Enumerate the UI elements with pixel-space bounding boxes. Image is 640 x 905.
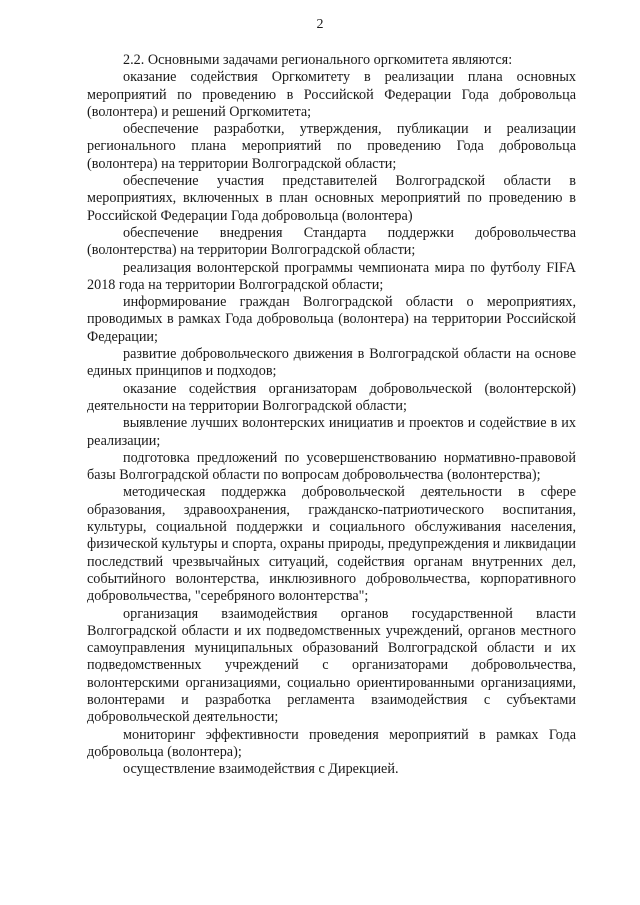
task-paragraph: методическая поддержка добровольческой деятельности в сфере образования, здравоохранения, гражданско-патриотического воспитания, культуры, социальной поддержки и социального обслуживания населения, физической культуры и спорта, охраны природы, предупреждения и ликвидации последствий чрезвычайных ситуаций, содействия органам внутренних дел, событийного волонтерства, инклюзивного добровольчества, корпоративного добровольчества, "серебряного волонтерства"; [87,484,576,605]
section-intro: 2.2. Основными задачами регионального оргкомитета являются: [123,52,513,68]
task-paragraph: подготовка предложений по усовершенствованию нормативно-правовой базы Волгоградской области по вопросам добровольчества (волонтерства); [87,449,576,484]
task-paragraph: развитие добровольческого движения в Волгоградской области на основе единых принципов и подходов; [87,346,576,380]
task-paragraph: реализация волонтерской программы чемпионата мира по футболу FIFA 2018 года на территории Волгоградской области; [87,259,576,293]
task-paragraph: оказание содействия организаторам добровольческой (волонтерской) деятельности на территории Волгоградской области; [87,380,576,414]
task-paragraph: обеспечение разработки, утверждения, публикации и реализации регионального плана мероприятий по проведению Года добровольца (волонтера) на территории Волгоградской области; [87,121,576,172]
task-paragraph: осуществление взаимодействия с Дирекцией. [123,761,399,778]
task-paragraph: обеспечение участия представителей Волгоградской области в мероприятиях, включенных в план основных мероприятий по проведению в Российской Федерации Года добровольца (волонтера) [87,173,576,224]
page-number: 2 [316,17,324,32]
document-body [87,52,576,778]
task-paragraph: информирование граждан Волгоградской области о мероприятиях, проводимых в рамках Года добровольца (волонтера) на территории Российской Федерации; [87,294,576,345]
task-paragraph: выявление лучших волонтерских инициатив и проектов и содействие в их реализации; [87,415,576,449]
task-paragraph: оказание содействия Оргкомитету в реализации плана основных мероприятий по проведению в Российской Федерации Года добровольца (волонтера) и решений Оргкомитета; [87,69,576,120]
task-paragraph: организация взаимодействия органов государственной власти Волгоградской области и их подведомственных учреждений, органов местного самоуправления муниципальных образований Волгоградской области и их подведомственных учреждений с организаторами добровольчества, волонтерскими организациями, социально ориентированными организациями, волонтерами и разработка регламента взаимодействия с субъектами добровольческой деятельности; [87,605,576,726]
task-paragraph: мониторинг эффективности проведения мероприятий в рамках Года добровольца (волонтера); [87,726,576,760]
task-paragraph: обеспечение внедрения Стандарта поддержки добровольчества (волонтерства) на территории Волгоградской области; [87,224,576,259]
